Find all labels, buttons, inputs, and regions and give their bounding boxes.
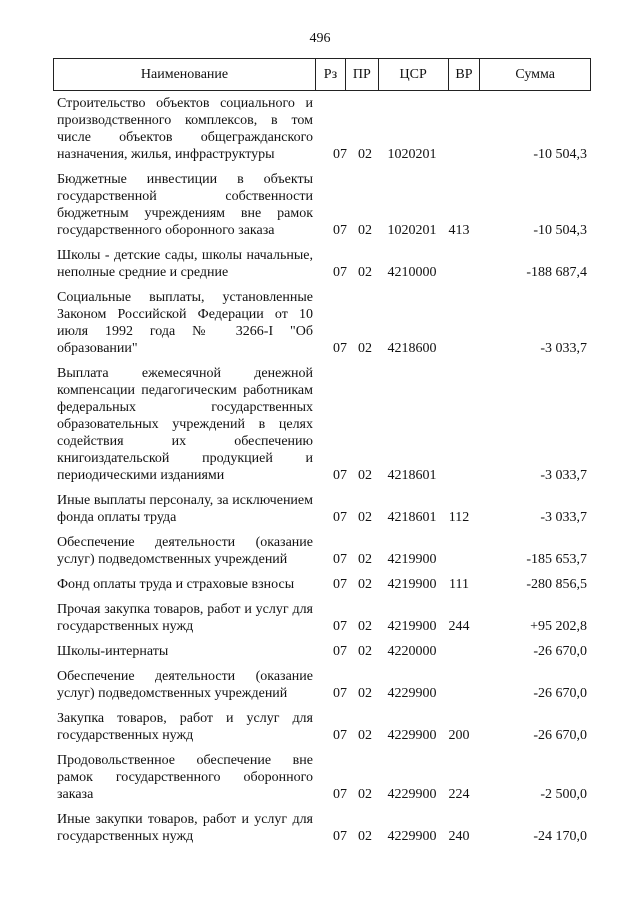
row-pr: 02 <box>358 829 372 844</box>
row-sum: -188 687,4 <box>526 265 587 280</box>
row-pr: 02 <box>358 510 372 525</box>
row-csr: 1020201 <box>387 223 437 238</box>
table-row <box>57 710 587 744</box>
row-name: Иные закупки товаров, работ и услуг для государственных нужд <box>57 812 313 844</box>
table-row <box>57 247 587 281</box>
row-sum: -3 033,7 <box>540 468 587 483</box>
row-vr: 240 <box>448 829 470 844</box>
row-csr: 4229900 <box>387 829 437 844</box>
row-pr: 02 <box>358 619 372 634</box>
table-row <box>57 576 587 593</box>
page-number: 496 <box>309 31 331 46</box>
row-rz: 07 <box>333 510 347 525</box>
header-vr: ВР <box>449 59 481 90</box>
row-vr: 111 <box>449 577 469 592</box>
row-name: Иные выплаты персоналу, за исключением фонда оплаты труда <box>57 493 313 525</box>
row-csr: 4229900 <box>387 686 437 701</box>
row-name: Фонд оплаты труда и страховые взносы <box>57 577 295 592</box>
row-name: Школы - детские сады, школы начальные, неполные средние и средние <box>57 248 313 280</box>
row-csr: 4219900 <box>387 619 437 634</box>
row-pr: 02 <box>358 341 372 356</box>
table-row <box>57 643 587 660</box>
row-csr: 4218601 <box>387 468 437 483</box>
row-rz: 07 <box>333 829 347 844</box>
table-row <box>57 365 587 484</box>
row-csr: 4220000 <box>387 644 437 659</box>
row-pr: 02 <box>358 468 372 483</box>
row-pr: 02 <box>358 577 372 592</box>
row-sum: -26 670,0 <box>533 728 587 743</box>
row-rz: 07 <box>333 147 347 162</box>
row-name: Продовольственное обеспечение вне рамок государственного оборонного заказа <box>57 753 313 802</box>
row-csr: 4229900 <box>387 787 437 802</box>
table-row <box>57 601 587 635</box>
table-row <box>57 811 587 845</box>
table-row <box>57 171 587 239</box>
row-name: Бюджетные инвестиции в объекты государственной собственности бюджетным учреждениям вне рамок государственного оборонного заказа <box>57 172 313 238</box>
row-pr: 02 <box>358 686 372 701</box>
row-rz: 07 <box>333 468 347 483</box>
table-header <box>53 58 591 91</box>
row-sum: -280 856,5 <box>526 577 587 592</box>
row-pr: 02 <box>358 223 372 238</box>
row-csr: 1020201 <box>387 147 437 162</box>
row-name: Прочая закупка товаров, работ и услуг для государственных нужд <box>57 602 313 634</box>
header-rz: Рз <box>316 59 346 90</box>
row-rz: 07 <box>333 619 347 634</box>
header-name: Наименование <box>54 59 316 90</box>
row-sum: +95 202,8 <box>530 619 587 634</box>
row-rz: 07 <box>333 577 347 592</box>
row-vr: 112 <box>448 510 470 525</box>
row-rz: 07 <box>333 728 347 743</box>
row-sum: -26 670,0 <box>533 686 587 701</box>
row-name: Строительство объектов социального и производственного комплексов, в том числе объектов общегражданского назначения, жилья, инфраструктуры <box>57 96 313 162</box>
row-vr: 200 <box>448 728 470 743</box>
row-name: Социальные выплаты, установленные Законом Российской Федерации от 10 июля 1992 года № 3266-I "Об образовании" <box>57 290 313 356</box>
header-pr: ПР <box>346 59 379 90</box>
row-pr: 02 <box>358 265 372 280</box>
row-name: Закупка товаров, работ и услуг для государственных нужд <box>57 711 313 743</box>
row-sum: -185 653,7 <box>526 552 587 567</box>
table-row <box>57 492 587 526</box>
row-rz: 07 <box>333 552 347 567</box>
row-name: Школы-интернаты <box>57 644 169 659</box>
header-sum: Сумма <box>515 66 556 82</box>
row-rz: 07 <box>333 787 347 802</box>
table-row <box>57 668 587 702</box>
row-sum: -10 504,3 <box>533 147 587 162</box>
row-sum: -3 033,7 <box>540 341 587 356</box>
table-row <box>57 95 587 163</box>
row-rz: 07 <box>333 341 347 356</box>
row-rz: 07 <box>333 686 347 701</box>
row-csr: 4210000 <box>387 265 437 280</box>
row-rz: 07 <box>333 223 347 238</box>
row-pr: 02 <box>358 644 372 659</box>
table-row <box>57 534 587 568</box>
row-name: Выплата ежемесячной денежной компенсации педагогическим работникам федеральных государственных образовательных учреждений в целях содействия их обеспечению книгоиздательской продукцией и периодическими изданиями <box>57 366 313 483</box>
row-name: Обеспечение деятельности (оказание услуг) подведомственных учреждений <box>57 669 313 701</box>
header-csr: ЦСР <box>379 59 449 90</box>
row-sum: -2 500,0 <box>540 787 587 802</box>
row-sum: -24 170,0 <box>533 829 587 844</box>
row-rz: 07 <box>333 265 347 280</box>
row-sum: -3 033,7 <box>540 510 587 525</box>
table-row <box>57 289 587 357</box>
row-pr: 02 <box>358 787 372 802</box>
row-vr: 224 <box>448 787 470 802</box>
row-rz: 07 <box>333 644 347 659</box>
row-pr: 02 <box>358 552 372 567</box>
row-csr: 4219900 <box>387 577 437 592</box>
row-name: Обеспечение деятельности (оказание услуг) подведомственных учреждений <box>57 535 313 567</box>
table-body <box>57 95 587 853</box>
row-csr: 4218601 <box>387 510 437 525</box>
row-csr: 4218600 <box>387 341 437 356</box>
row-sum: -10 504,3 <box>533 223 587 238</box>
row-pr: 02 <box>358 728 372 743</box>
row-sum: -26 670,0 <box>533 644 587 659</box>
row-csr: 4229900 <box>387 728 437 743</box>
row-csr: 4219900 <box>387 552 437 567</box>
row-pr: 02 <box>358 147 372 162</box>
row-vr: 413 <box>448 223 470 238</box>
row-vr: 244 <box>448 619 470 634</box>
table-row <box>57 752 587 803</box>
